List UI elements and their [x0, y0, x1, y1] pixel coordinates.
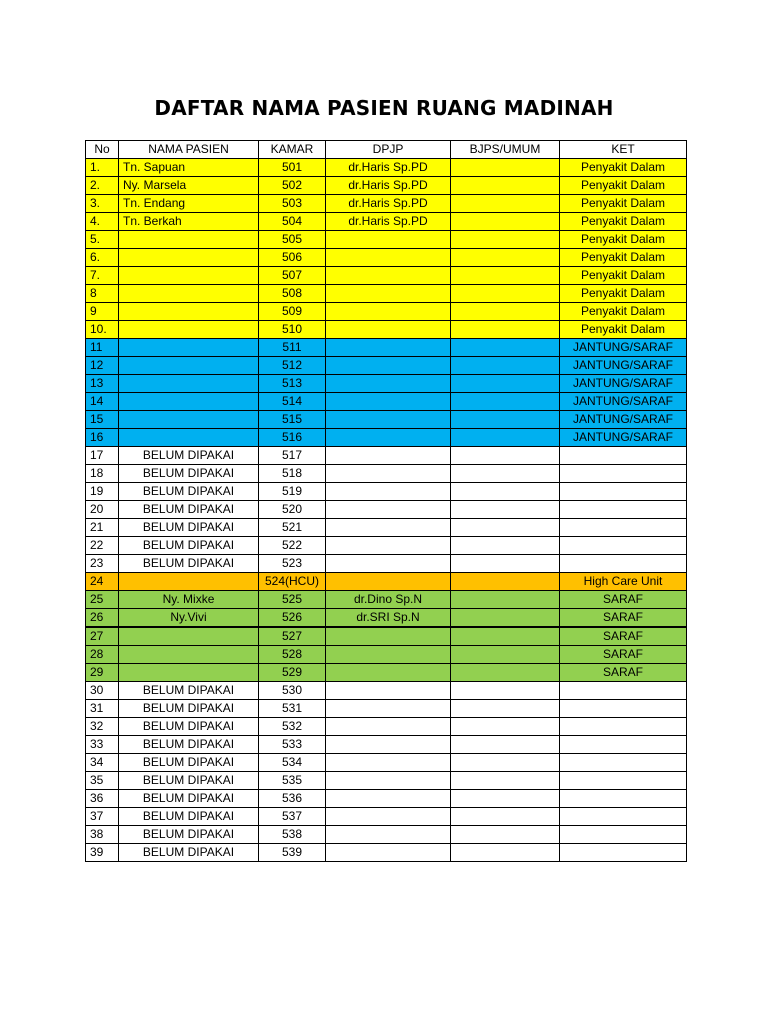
table-row — [86, 483, 687, 501]
cell-no: 4. — [86, 213, 119, 231]
cell-no: 16 — [86, 429, 119, 447]
cell-nama-pasien: BELUM DIPAKAI — [119, 700, 259, 718]
cell-kamar: 523 — [259, 555, 326, 573]
cell-bjps-umum — [451, 573, 560, 591]
cell-dpjp — [326, 375, 451, 393]
table-row — [86, 790, 687, 808]
cell-no: 39 — [86, 844, 119, 862]
cell-no: 30 — [86, 682, 119, 700]
header-bjps-umum: BJPS/UMUM — [451, 141, 560, 159]
cell-bjps-umum — [451, 213, 560, 231]
cell-dpjp — [326, 826, 451, 844]
cell-ket: SARAF — [560, 646, 687, 664]
table-row — [86, 627, 687, 646]
table-row — [86, 700, 687, 718]
cell-dpjp: dr.Haris Sp.PD — [326, 159, 451, 177]
cell-bjps-umum — [451, 844, 560, 862]
cell-nama-pasien: BELUM DIPAKAI — [119, 772, 259, 790]
cell-dpjp — [326, 339, 451, 357]
table-row — [86, 213, 687, 231]
cell-nama-pasien — [119, 267, 259, 285]
cell-dpjp — [326, 411, 451, 429]
cell-bjps-umum — [451, 808, 560, 826]
cell-dpjp — [326, 465, 451, 483]
cell-dpjp: dr.Haris Sp.PD — [326, 195, 451, 213]
cell-no: 28 — [86, 646, 119, 664]
table-row — [86, 844, 687, 862]
cell-bjps-umum — [451, 646, 560, 664]
cell-ket: Penyakit Dalam — [560, 249, 687, 267]
cell-no: 3. — [86, 195, 119, 213]
cell-kamar: 529 — [259, 664, 326, 682]
cell-nama-pasien — [119, 339, 259, 357]
table-row — [86, 573, 687, 591]
cell-no: 25 — [86, 591, 119, 609]
cell-kamar: 526 — [259, 609, 326, 628]
cell-dpjp — [326, 537, 451, 555]
cell-nama-pasien: BELUM DIPAKAI — [119, 718, 259, 736]
cell-bjps-umum — [451, 447, 560, 465]
cell-ket — [560, 826, 687, 844]
cell-bjps-umum — [451, 303, 560, 321]
cell-kamar: 532 — [259, 718, 326, 736]
table-row — [86, 159, 687, 177]
cell-ket — [560, 754, 687, 772]
cell-bjps-umum — [451, 375, 560, 393]
table-row — [86, 537, 687, 555]
cell-kamar: 524(HCU) — [259, 573, 326, 591]
cell-bjps-umum — [451, 501, 560, 519]
page-title: DAFTAR NAMA PASIEN RUANG MADINAH — [154, 96, 614, 120]
cell-nama-pasien: Ny.Vivi — [119, 609, 259, 628]
cell-kamar: 530 — [259, 682, 326, 700]
table-body — [86, 159, 687, 862]
cell-nama-pasien: BELUM DIPAKAI — [119, 790, 259, 808]
cell-ket — [560, 483, 687, 501]
table-row — [86, 555, 687, 573]
cell-bjps-umum — [451, 321, 560, 339]
cell-bjps-umum — [451, 357, 560, 375]
cell-bjps-umum — [451, 249, 560, 267]
cell-bjps-umum — [451, 664, 560, 682]
table-row — [86, 357, 687, 375]
cell-dpjp — [326, 267, 451, 285]
table-row — [86, 447, 687, 465]
cell-bjps-umum — [451, 826, 560, 844]
table-row — [86, 609, 687, 628]
cell-nama-pasien — [119, 646, 259, 664]
cell-no: 15 — [86, 411, 119, 429]
cell-no: 12 — [86, 357, 119, 375]
cell-no: 2. — [86, 177, 119, 195]
cell-dpjp: dr.Haris Sp.PD — [326, 213, 451, 231]
cell-dpjp — [326, 736, 451, 754]
table-row — [86, 231, 687, 249]
cell-kamar: 515 — [259, 411, 326, 429]
cell-nama-pasien: BELUM DIPAKAI — [119, 519, 259, 537]
cell-kamar: 517 — [259, 447, 326, 465]
cell-nama-pasien: BELUM DIPAKAI — [119, 483, 259, 501]
cell-kamar: 509 — [259, 303, 326, 321]
cell-dpjp — [326, 231, 451, 249]
table-header-row — [86, 141, 687, 159]
cell-kamar: 531 — [259, 700, 326, 718]
cell-dpjp — [326, 790, 451, 808]
cell-bjps-umum — [451, 339, 560, 357]
cell-ket — [560, 772, 687, 790]
cell-dpjp — [326, 483, 451, 501]
cell-kamar: 536 — [259, 790, 326, 808]
cell-ket: SARAF — [560, 609, 687, 628]
cell-nama-pasien — [119, 664, 259, 682]
cell-kamar: 502 — [259, 177, 326, 195]
cell-bjps-umum — [451, 195, 560, 213]
cell-ket: JANTUNG/SARAF — [560, 357, 687, 375]
cell-nama-pasien: BELUM DIPAKAI — [119, 754, 259, 772]
cell-no: 31 — [86, 700, 119, 718]
cell-nama-pasien: BELUM DIPAKAI — [119, 447, 259, 465]
cell-nama-pasien — [119, 393, 259, 411]
cell-bjps-umum — [451, 700, 560, 718]
cell-nama-pasien: BELUM DIPAKAI — [119, 844, 259, 862]
cell-nama-pasien: BELUM DIPAKAI — [119, 465, 259, 483]
table-row — [86, 411, 687, 429]
cell-ket: Penyakit Dalam — [560, 159, 687, 177]
cell-no: 37 — [86, 808, 119, 826]
cell-no: 13 — [86, 375, 119, 393]
cell-dpjp — [326, 682, 451, 700]
cell-kamar: 535 — [259, 772, 326, 790]
cell-bjps-umum — [451, 429, 560, 447]
cell-ket: Penyakit Dalam — [560, 195, 687, 213]
cell-kamar: 511 — [259, 339, 326, 357]
cell-bjps-umum — [451, 591, 560, 609]
table-row — [86, 393, 687, 411]
cell-nama-pasien: Tn. Sapuan — [119, 159, 259, 177]
cell-ket — [560, 555, 687, 573]
cell-dpjp — [326, 646, 451, 664]
cell-ket: Penyakit Dalam — [560, 303, 687, 321]
cell-ket: JANTUNG/SARAF — [560, 339, 687, 357]
cell-dpjp — [326, 844, 451, 862]
cell-nama-pasien: BELUM DIPAKAI — [119, 826, 259, 844]
cell-bjps-umum — [451, 267, 560, 285]
table-row — [86, 808, 687, 826]
table-row — [86, 718, 687, 736]
cell-kamar: 516 — [259, 429, 326, 447]
cell-bjps-umum — [451, 231, 560, 249]
cell-no: 33 — [86, 736, 119, 754]
cell-no: 23 — [86, 555, 119, 573]
cell-kamar: 539 — [259, 844, 326, 862]
cell-kamar: 507 — [259, 267, 326, 285]
cell-ket — [560, 808, 687, 826]
cell-dpjp — [326, 447, 451, 465]
cell-no: 24 — [86, 573, 119, 591]
cell-nama-pasien — [119, 375, 259, 393]
cell-kamar: 518 — [259, 465, 326, 483]
cell-no: 9 — [86, 303, 119, 321]
cell-ket: SARAF — [560, 591, 687, 609]
cell-no: 10. — [86, 321, 119, 339]
cell-kamar: 534 — [259, 754, 326, 772]
table-row — [86, 826, 687, 844]
cell-dpjp — [326, 573, 451, 591]
cell-no: 7. — [86, 267, 119, 285]
table-row — [86, 285, 687, 303]
cell-kamar: 508 — [259, 285, 326, 303]
cell-bjps-umum — [451, 627, 560, 646]
cell-ket: Penyakit Dalam — [560, 213, 687, 231]
cell-nama-pasien: BELUM DIPAKAI — [119, 555, 259, 573]
cell-ket — [560, 519, 687, 537]
cell-ket — [560, 736, 687, 754]
cell-bjps-umum — [451, 159, 560, 177]
cell-dpjp — [326, 285, 451, 303]
cell-dpjp — [326, 501, 451, 519]
cell-no: 27 — [86, 627, 119, 646]
cell-dpjp — [326, 393, 451, 411]
table-row — [86, 429, 687, 447]
cell-ket: JANTUNG/SARAF — [560, 375, 687, 393]
cell-bjps-umum — [451, 555, 560, 573]
cell-bjps-umum — [451, 483, 560, 501]
cell-kamar: 521 — [259, 519, 326, 537]
cell-no: 21 — [86, 519, 119, 537]
cell-ket — [560, 682, 687, 700]
cell-nama-pasien: Ny. Mixke — [119, 591, 259, 609]
cell-dpjp — [326, 754, 451, 772]
cell-kamar: 525 — [259, 591, 326, 609]
cell-ket — [560, 465, 687, 483]
cell-kamar: 503 — [259, 195, 326, 213]
cell-no: 35 — [86, 772, 119, 790]
cell-bjps-umum — [451, 790, 560, 808]
cell-dpjp — [326, 249, 451, 267]
header-dpjp: DPJP — [326, 141, 451, 159]
table-row — [86, 682, 687, 700]
table-row — [86, 339, 687, 357]
table-row — [86, 195, 687, 213]
cell-kamar: 504 — [259, 213, 326, 231]
cell-ket: High Care Unit — [560, 573, 687, 591]
cell-kamar: 520 — [259, 501, 326, 519]
cell-no: 34 — [86, 754, 119, 772]
cell-nama-pasien — [119, 573, 259, 591]
cell-kamar: 513 — [259, 375, 326, 393]
cell-dpjp — [326, 627, 451, 646]
cell-kamar: 505 — [259, 231, 326, 249]
cell-bjps-umum — [451, 519, 560, 537]
cell-dpjp — [326, 357, 451, 375]
cell-no: 20 — [86, 501, 119, 519]
cell-nama-pasien — [119, 249, 259, 267]
cell-kamar: 533 — [259, 736, 326, 754]
cell-no: 32 — [86, 718, 119, 736]
cell-no: 19 — [86, 483, 119, 501]
cell-bjps-umum — [451, 285, 560, 303]
cell-dpjp — [326, 429, 451, 447]
header-kamar: KAMAR — [259, 141, 326, 159]
table-row — [86, 249, 687, 267]
header-no: No — [86, 141, 119, 159]
header-ket: KET — [560, 141, 687, 159]
cell-nama-pasien: BELUM DIPAKAI — [119, 736, 259, 754]
cell-no: 11 — [86, 339, 119, 357]
cell-ket: JANTUNG/SARAF — [560, 411, 687, 429]
cell-nama-pasien: Tn. Endang — [119, 195, 259, 213]
cell-kamar: 510 — [259, 321, 326, 339]
cell-nama-pasien: Tn. Berkah — [119, 213, 259, 231]
table-row — [86, 375, 687, 393]
cell-kamar: 528 — [259, 646, 326, 664]
table-row — [86, 754, 687, 772]
cell-bjps-umum — [451, 736, 560, 754]
cell-nama-pasien — [119, 627, 259, 646]
cell-dpjp: dr.SRI Sp.N — [326, 609, 451, 628]
cell-nama-pasien: BELUM DIPAKAI — [119, 501, 259, 519]
cell-kamar: 527 — [259, 627, 326, 646]
table-row — [86, 303, 687, 321]
table-row — [86, 519, 687, 537]
cell-ket — [560, 844, 687, 862]
cell-dpjp — [326, 303, 451, 321]
cell-dpjp — [326, 772, 451, 790]
patient-table — [85, 140, 687, 862]
cell-kamar: 519 — [259, 483, 326, 501]
table-row — [86, 267, 687, 285]
cell-dpjp — [326, 700, 451, 718]
cell-nama-pasien — [119, 285, 259, 303]
cell-no: 36 — [86, 790, 119, 808]
table-row — [86, 664, 687, 682]
cell-nama-pasien: BELUM DIPAKAI — [119, 537, 259, 555]
cell-ket — [560, 790, 687, 808]
cell-bjps-umum — [451, 393, 560, 411]
cell-ket — [560, 718, 687, 736]
cell-ket: Penyakit Dalam — [560, 231, 687, 249]
cell-dpjp: dr.Dino Sp.N — [326, 591, 451, 609]
cell-no: 6. — [86, 249, 119, 267]
header-nama-pasien: NAMA PASIEN — [119, 141, 259, 159]
cell-ket: Penyakit Dalam — [560, 285, 687, 303]
cell-ket — [560, 700, 687, 718]
table-row — [86, 465, 687, 483]
cell-no: 26 — [86, 609, 119, 628]
cell-bjps-umum — [451, 682, 560, 700]
cell-ket: Penyakit Dalam — [560, 321, 687, 339]
cell-kamar: 506 — [259, 249, 326, 267]
cell-kamar: 538 — [259, 826, 326, 844]
cell-bjps-umum — [451, 465, 560, 483]
cell-dpjp: dr.Haris Sp.PD — [326, 177, 451, 195]
cell-bjps-umum — [451, 609, 560, 628]
cell-nama-pasien — [119, 411, 259, 429]
cell-nama-pasien — [119, 231, 259, 249]
table-row — [86, 772, 687, 790]
cell-no: 22 — [86, 537, 119, 555]
cell-nama-pasien — [119, 357, 259, 375]
cell-no: 5. — [86, 231, 119, 249]
cell-bjps-umum — [451, 411, 560, 429]
cell-ket: Penyakit Dalam — [560, 177, 687, 195]
cell-ket: Penyakit Dalam — [560, 267, 687, 285]
cell-no: 8 — [86, 285, 119, 303]
cell-kamar: 501 — [259, 159, 326, 177]
cell-ket: JANTUNG/SARAF — [560, 429, 687, 447]
cell-nama-pasien: BELUM DIPAKAI — [119, 682, 259, 700]
cell-dpjp — [326, 321, 451, 339]
cell-ket: SARAF — [560, 627, 687, 646]
cell-ket — [560, 501, 687, 519]
cell-dpjp — [326, 808, 451, 826]
cell-bjps-umum — [451, 537, 560, 555]
cell-ket — [560, 537, 687, 555]
cell-nama-pasien: Ny. Marsela — [119, 177, 259, 195]
table-row — [86, 321, 687, 339]
cell-dpjp — [326, 718, 451, 736]
cell-ket: JANTUNG/SARAF — [560, 393, 687, 411]
cell-dpjp — [326, 519, 451, 537]
cell-no: 17 — [86, 447, 119, 465]
cell-nama-pasien — [119, 303, 259, 321]
cell-bjps-umum — [451, 772, 560, 790]
cell-kamar: 537 — [259, 808, 326, 826]
cell-nama-pasien: BELUM DIPAKAI — [119, 808, 259, 826]
cell-no: 18 — [86, 465, 119, 483]
cell-no: 14 — [86, 393, 119, 411]
cell-bjps-umum — [451, 177, 560, 195]
cell-bjps-umum — [451, 754, 560, 772]
cell-kamar: 522 — [259, 537, 326, 555]
cell-ket — [560, 447, 687, 465]
cell-no: 38 — [86, 826, 119, 844]
cell-no: 29 — [86, 664, 119, 682]
cell-ket: SARAF — [560, 664, 687, 682]
table-row — [86, 501, 687, 519]
table-row — [86, 591, 687, 609]
cell-nama-pasien — [119, 321, 259, 339]
cell-no: 1. — [86, 159, 119, 177]
cell-kamar: 514 — [259, 393, 326, 411]
cell-kamar: 512 — [259, 357, 326, 375]
cell-bjps-umum — [451, 718, 560, 736]
table-row — [86, 177, 687, 195]
cell-dpjp — [326, 555, 451, 573]
table-row — [86, 736, 687, 754]
cell-nama-pasien — [119, 429, 259, 447]
table-row — [86, 646, 687, 664]
cell-dpjp — [326, 664, 451, 682]
